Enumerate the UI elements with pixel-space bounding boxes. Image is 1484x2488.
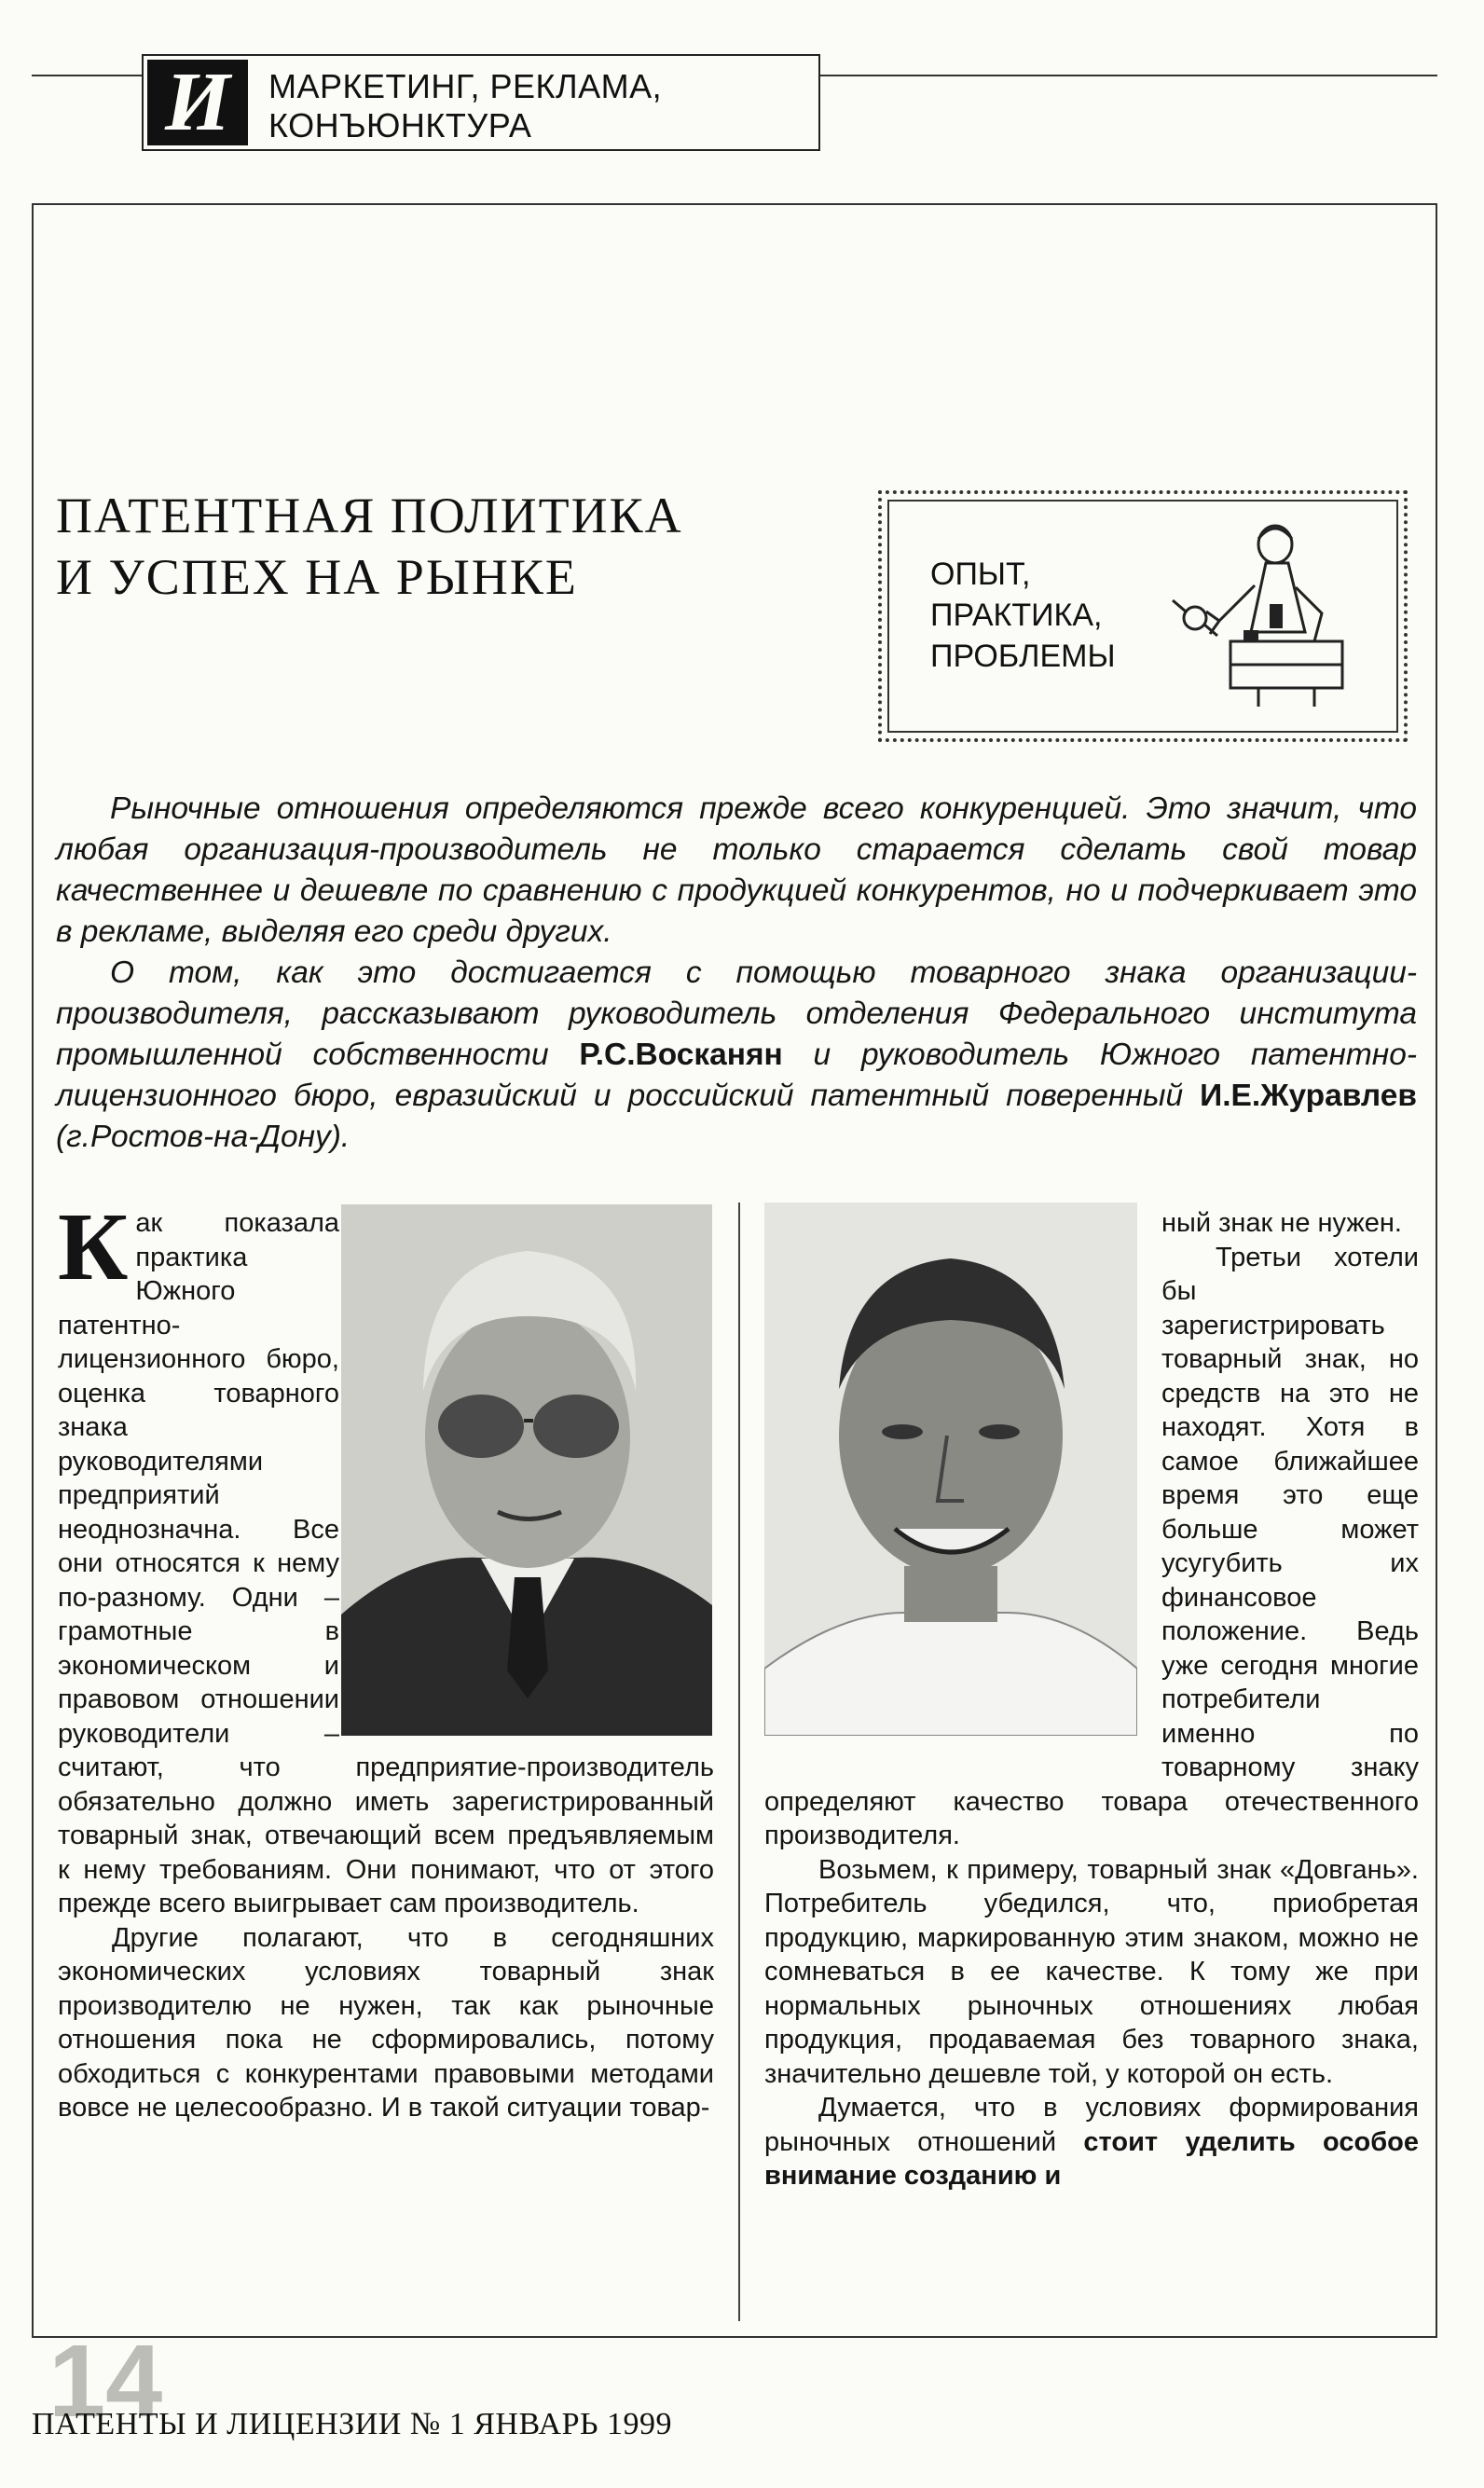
section-logo xyxy=(147,56,248,148)
photo-float-right xyxy=(764,1206,1137,1762)
drop-cap: К xyxy=(58,1193,129,1300)
left-paragraph-2: Другие полагают, что в сегодняшних экономических условиях товарный знак производителю не нужен, так как рыночные отношения пока не сформировались, потому обходиться с конкурентами правовыми методами вовсе не целесообразно. И в такой ситуации товар- xyxy=(58,1922,714,2123)
body-column-right xyxy=(764,1206,1419,2193)
lead-text-part: О том, как это достигается с помощью товарного знака организации-производителя, рассказывают руководитель отделения Федерального института промышленной собственности xyxy=(56,955,1417,1072)
right-paragraph-1: ный знак не нужен. xyxy=(1161,1208,1402,1238)
right-paragraph-4-bold: стоит уделить особое внимание созданию и xyxy=(764,2126,1419,2191)
rubric-stamp-inner xyxy=(887,500,1398,733)
body-column-left xyxy=(58,1193,714,2125)
lead-text xyxy=(56,789,1417,1158)
section-logo-letter: И xyxy=(164,56,230,148)
lead-paragraph-1: Рыночные отношения определяются прежде всего конкуренцией. Это значит, что любая организация-производитель не только старается сделать свой товар качественнее и дешевле по сравнению с продукцией конкурентов, но и подчеркивает это в рекламе, выделяя его среди других. xyxy=(56,791,1417,949)
top-rule-right xyxy=(820,75,1437,76)
rubric-stamp-text xyxy=(930,554,1116,677)
right-paragraph-4-text: Думается, что в условиях формирования рыночных отношений xyxy=(764,2093,1419,2157)
rubric-line-2: ПРАКТИКА, xyxy=(930,598,1103,633)
author-name-voskanyan: Р.С.Восканян xyxy=(579,1038,783,1072)
photo-float-left xyxy=(352,1206,714,1739)
rubric-line-3: ПРОБЛЕМЫ xyxy=(930,639,1116,674)
section-header xyxy=(142,54,820,151)
lead-text-part: и руководитель Южного патентно-лицензионного бюро, евразийский и российский патентный поверенный xyxy=(56,1038,1417,1113)
page-number: 14 xyxy=(48,2324,163,2439)
right-paragraph-4 xyxy=(764,2091,1419,2193)
mechanic-illustration xyxy=(1165,511,1370,730)
lead-text-part: (г.Ростов-на-Дону). xyxy=(56,1120,350,1154)
section-title-line-2: КОНЪЮНКТУРА xyxy=(268,106,532,144)
author-name-zhuravlev: И.Е.Журавлев xyxy=(1200,1079,1417,1113)
journal-footer: ПАТЕНТЫ И ЛИЦЕНЗИИ № 1 ЯНВАРЬ 1999 xyxy=(32,2407,673,2441)
column-divider xyxy=(738,1203,740,2321)
rubric-line-1: ОПЫТ, xyxy=(930,557,1031,592)
section-title-line-1: МАРКЕТИНГ, РЕКЛАМА, xyxy=(268,67,663,105)
article-title xyxy=(56,485,683,608)
lead-paragraph-2 xyxy=(56,953,1417,1158)
left-paragraph-1-text: ак показала практика Южного патентно-лицензионного бюро, оценка товарного знака руководителями предприятий неоднозначна. Все они относятся к нему по-разному. Одни – грамотные в экономическом и правовом отношении руководители – считают, что предприятие-производитель обязательно должно иметь зарегистрированный товарный знак, отвечающий всем предъявляемым к нему требованиям. Они понимают, что от этого прежде всего выигрывает сам производитель. xyxy=(58,1208,714,1918)
section-title xyxy=(268,67,662,145)
right-paragraph-3: Возьмем, к примеру, товарный знак «Довгань». Потребитель убедился, что, приобретая продукцию, маркированную этим знаком, можно не сомневаться в ее качестве. К тому же при нормальных рыночных отношениях любая продукция, продаваемая без товарного знака, значительно дешевле той, у которой он есть. xyxy=(764,1854,1419,2089)
rubric-stamp xyxy=(878,490,1408,742)
top-rule-left xyxy=(32,75,142,76)
article-title-line-2: И УСПЕХ НА РЫНКЕ xyxy=(56,549,578,605)
right-paragraph-2: Третьи хотели бы зарегистрировать товарный знак, но средств на это не находят. Хотя в самое ближайшее время это еще больше может усугубить их финансовое положение. Ведь уже сегодня многие потребители именно по товарному знаку определяют качество товара отечественного производителя. xyxy=(764,1242,1419,1850)
article-title-line-1: ПАТЕНТНАЯ ПОЛИТИКА xyxy=(56,488,683,543)
